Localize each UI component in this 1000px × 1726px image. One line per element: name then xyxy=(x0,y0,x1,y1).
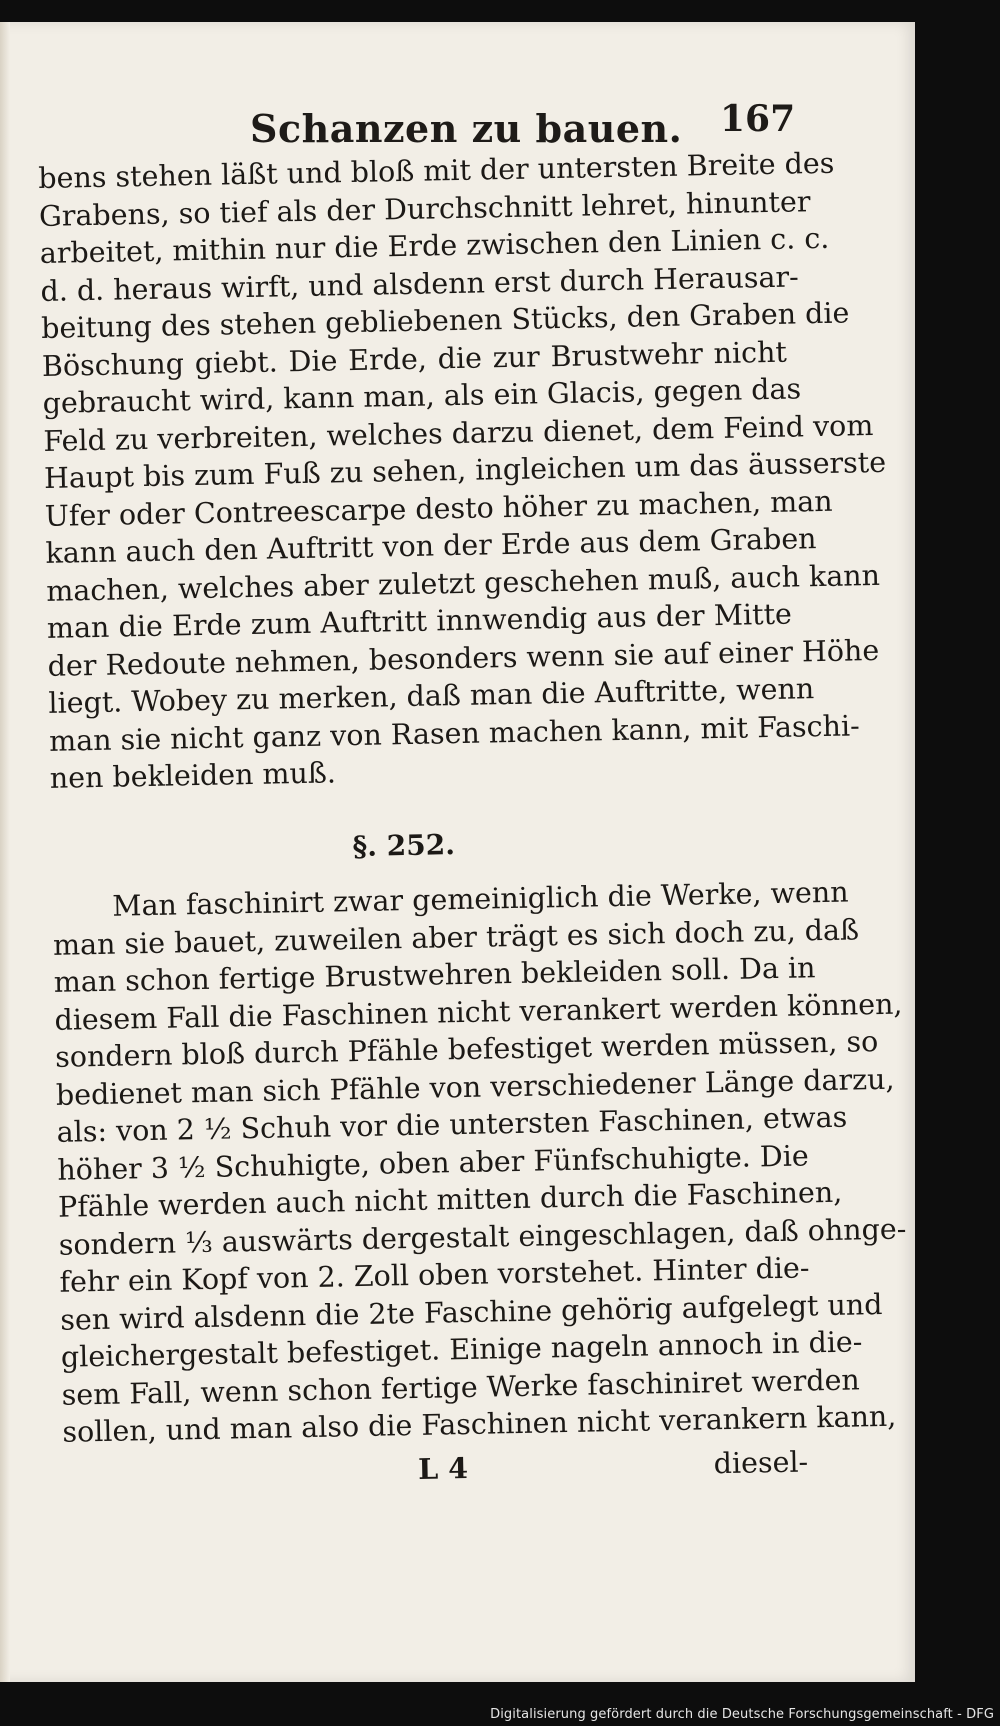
text-line: sem Fall, wenn schon fertige Werke faschiniret werden xyxy=(61,1362,861,1412)
text-line: Pfähle werden auch nicht mitten durch die Faschinen, xyxy=(57,1175,843,1224)
text-line: sen wird alsdenn die 2te Faschine gehörig aufgelegt und xyxy=(59,1287,883,1337)
text-line: Haupt bis zum Fuß zu sehen, ingleichen um das äusserste xyxy=(43,445,887,495)
text-line: man sie nicht ganz von Rasen machen kann, mit Faschi- xyxy=(48,708,860,758)
digitization-banner: Digitalisierung gefördert durch die Deutsche Forschungsgemeinschaft - DFG xyxy=(490,1707,994,1722)
text-line: Man faschinirt zwar gemeiniglich die Werke, wenn xyxy=(112,875,849,923)
page-number: 167 xyxy=(720,98,796,140)
paragraph-1 xyxy=(38,146,887,798)
text-line: fehr ein Kopf von 2. Zoll oben vorstehet. Hinter die- xyxy=(59,1251,810,1299)
text-line: man schon fertige Brustwehren bekleiden soll. Da in xyxy=(53,951,816,999)
section-heading: §. 252. xyxy=(352,827,456,863)
text-line: diesem Fall die Faschinen nicht verankert werden können, xyxy=(54,987,903,1037)
text-line: liegt. Wobey zu merken, daß man die Auftritte, wenn xyxy=(48,672,815,720)
text-line: der Redoute nehmen, besonders wenn sie auf einer Höhe xyxy=(47,633,880,683)
text-line: d. d. heraus wirft, und alsdenn erst durch Herausar- xyxy=(40,259,799,308)
text-line: Böschung giebt. Die Erde, die zur Brustwehr nicht xyxy=(41,335,788,383)
text-line: machen, welches aber zuletzt geschehen muß, auch kann xyxy=(45,558,881,608)
text-line: Ufer oder Contreescarpe desto höher zu machen, man xyxy=(44,484,833,533)
text-line: man die Erde zum Auftritt innwendig aus der Mitte xyxy=(46,597,793,645)
text-line: bens stehen läßt und bloß mit der untersten Breite des xyxy=(38,146,835,195)
text-line: beitung des stehen gebliebenen Stücks, den Graben die xyxy=(40,296,850,345)
text-line: arbeitet, mithin nur die Erde zwischen den Linien c. c. xyxy=(39,221,830,270)
text-line: Grabens, so tief als der Durchschnitt lehret, hinunter xyxy=(38,184,811,233)
page-gutter-shadow xyxy=(0,22,10,1682)
text-line: Feld zu verbreiten, welches darzu dienet, dem Feind vom xyxy=(43,408,874,458)
text-line: sollen, und man also die Faschinen nicht verankern kann, xyxy=(62,1399,897,1449)
text-line: höher 3 ½ Schuhigte, oben aber Fünfschuhigte. Die xyxy=(57,1138,810,1187)
text-line: sondern ⅓ auswärts dergestalt eingeschlagen, daß ohnge- xyxy=(58,1212,907,1262)
text-line: als: von 2 ½ Schuh vor die untersten Faschinen, etwas xyxy=(56,1100,848,1149)
text-line: bedienet man sich Pfähle von verschiedener Länge darzu, xyxy=(55,1062,895,1112)
paragraph-2 xyxy=(52,875,907,1452)
text-line: gleichergestalt befestiget. Einige nageln annoch in die- xyxy=(60,1325,863,1374)
text-line: sondern bloß durch Pfähle befestiget werden müssen, so xyxy=(54,1025,879,1074)
text-line: kann auch den Auftritt von der Erde aus dem Graben xyxy=(45,522,817,570)
text-line: gebraucht wird, kann man, als ein Glacis, gegen das xyxy=(42,372,802,420)
text-block xyxy=(38,146,907,1496)
text-line: man sie bauet, zuweilen aber trägt es sich doch zu, daß xyxy=(52,912,860,962)
catchword: diesel- xyxy=(713,1444,809,1480)
text-line: nen bekleiden muß. xyxy=(49,756,337,795)
signature-mark: L 4 xyxy=(417,1450,469,1486)
running-title: Schanzen zu bauen. xyxy=(250,106,683,151)
